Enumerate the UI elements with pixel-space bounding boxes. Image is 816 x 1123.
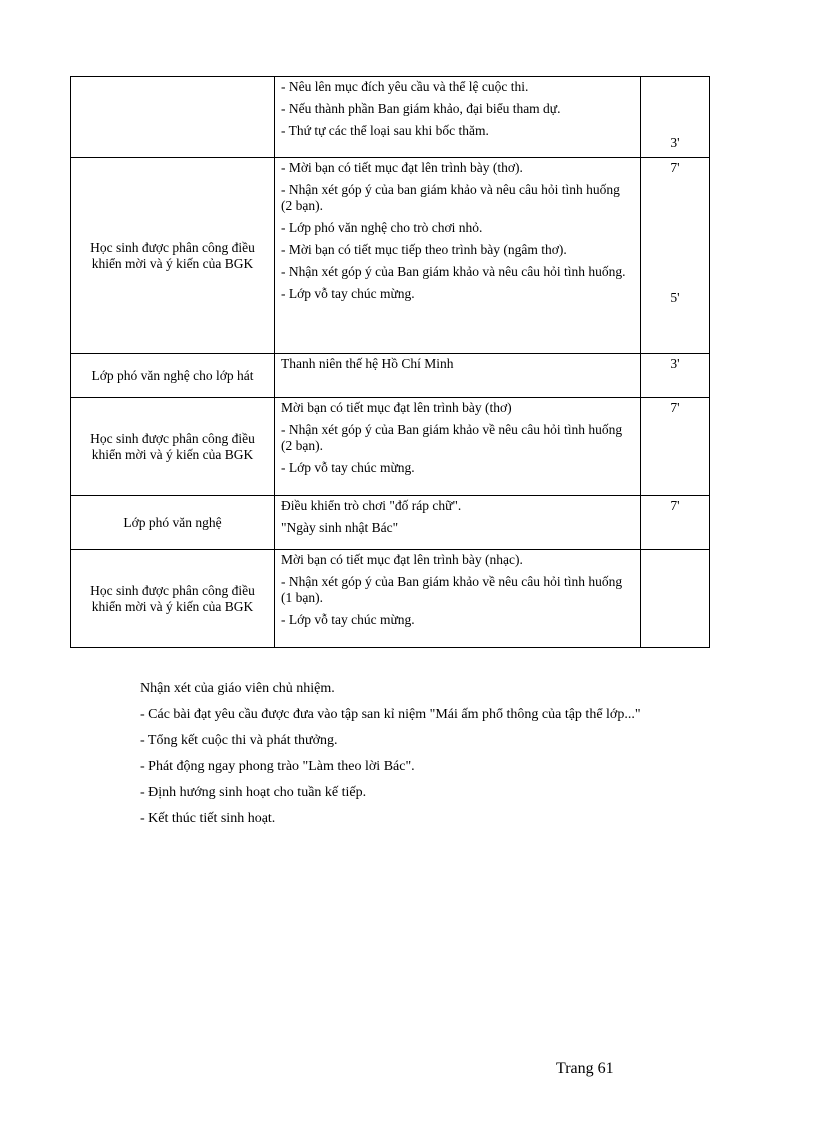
note-line: - Tổng kết cuộc thi và phát thưởng. bbox=[140, 733, 338, 748]
note-line: Nhận xét của giáo viên chủ nhiệm. bbox=[140, 681, 335, 696]
participant-cell: Lớp phó văn nghệ bbox=[71, 496, 275, 550]
activity-line: - Lớp phó văn nghệ cho trò chơi nhỏ. bbox=[281, 220, 483, 235]
time-cell bbox=[641, 550, 710, 648]
activity-line: Điều khiển trò chơi "đố ráp chữ". bbox=[281, 498, 462, 513]
activity-cell bbox=[275, 77, 641, 158]
time-value: 3' bbox=[670, 356, 680, 371]
note-line: - Định hướng sinh hoạt cho tuần kế tiếp. bbox=[140, 785, 367, 800]
activity-cell bbox=[275, 496, 641, 550]
participant-cell: Lớp phó văn nghệ cho lớp hát bbox=[71, 354, 275, 398]
activity-cell bbox=[275, 550, 641, 648]
participant-cell: Học sinh được phân công điều khiển mời và ý kiến của BGK bbox=[71, 398, 275, 496]
note-line: - Phát động ngay phong trào "Làm theo lời Bác". bbox=[140, 759, 415, 774]
activity-line: Thanh niên thế hệ Hồ Chí Minh bbox=[281, 356, 454, 371]
time-value: 7' bbox=[670, 498, 680, 513]
activity-cell bbox=[275, 354, 641, 398]
time-value: 3' bbox=[670, 135, 680, 150]
table-row bbox=[71, 354, 710, 398]
note-line: - Các bài đạt yêu cầu được đưa vào tập san kỉ niệm "Mái ấm phổ thông của tập thể lớp..." bbox=[140, 707, 641, 722]
time-value: 7' bbox=[670, 400, 680, 415]
activity-line: - Lớp vỗ tay chúc mừng. bbox=[281, 612, 415, 627]
activity-schedule-table bbox=[70, 76, 710, 648]
participant-cell: Học sinh được phân công điều khiển mời và ý kiến của BGK bbox=[71, 158, 275, 354]
time-value: 7' bbox=[670, 160, 680, 175]
activity-line: - Lớp vỗ tay chúc mừng. bbox=[281, 286, 415, 301]
activity-cell bbox=[275, 398, 641, 496]
activity-line: - Mời bạn có tiết mục tiếp theo trình bày (ngâm thơ). bbox=[281, 242, 567, 257]
time-cell bbox=[641, 77, 710, 158]
activity-cell bbox=[275, 158, 641, 354]
activity-line: - Lớp vỗ tay chúc mừng. bbox=[281, 460, 415, 475]
activity-line: - Nhận xét góp ý của Ban giám khảo và nêu câu hỏi tình huống. bbox=[281, 264, 626, 279]
table-row bbox=[71, 158, 710, 354]
time-cell bbox=[641, 354, 710, 398]
table-row bbox=[71, 496, 710, 550]
activity-line: - Nếu thành phần Ban giám khảo, đại biểu tham dự. bbox=[281, 101, 561, 116]
activity-line: Mời bạn có tiết mục đạt lên trình bày (nhạc). bbox=[281, 552, 523, 567]
activity-line: - Nêu lên mục đích yêu cầu và thể lệ cuộc thi. bbox=[281, 79, 529, 94]
note-line: - Kết thúc tiết sinh hoạt. bbox=[140, 811, 276, 826]
activity-line: - Thứ tự các thể loại sau khi bốc thăm. bbox=[281, 123, 489, 138]
activity-line: - Nhận xét góp ý của Ban giám khảo về nêu câu hỏi tình huống (1 bạn). bbox=[281, 574, 623, 605]
table-row bbox=[71, 398, 710, 496]
time-cell bbox=[641, 398, 710, 496]
time-value: 5' bbox=[670, 290, 680, 305]
teacher-notes bbox=[140, 676, 641, 832]
table-row bbox=[71, 77, 710, 158]
activity-line: Mời bạn có tiết mục đạt lên trình bày (thơ) bbox=[281, 400, 512, 415]
table-row bbox=[71, 550, 710, 648]
time-cell bbox=[641, 496, 710, 550]
activity-line: - Mời bạn có tiết mục đạt lên trình bày (thơ). bbox=[281, 160, 523, 175]
participant-cell: Học sinh được phân công điều khiển mời và ý kiến của BGK bbox=[71, 550, 275, 648]
activity-line: - Nhận xét góp ý của Ban giám khảo về nêu câu hỏi tình huống (2 bạn). bbox=[281, 422, 623, 453]
activity-line: - Nhận xét góp ý của ban giám khảo và nêu câu hỏi tình huống (2 bạn). bbox=[281, 182, 620, 213]
page-number: Trang 61 bbox=[556, 1060, 614, 1077]
participant-cell bbox=[71, 77, 275, 158]
time-cell bbox=[641, 158, 710, 354]
activity-line: "Ngày sinh nhật Bác" bbox=[281, 520, 399, 535]
